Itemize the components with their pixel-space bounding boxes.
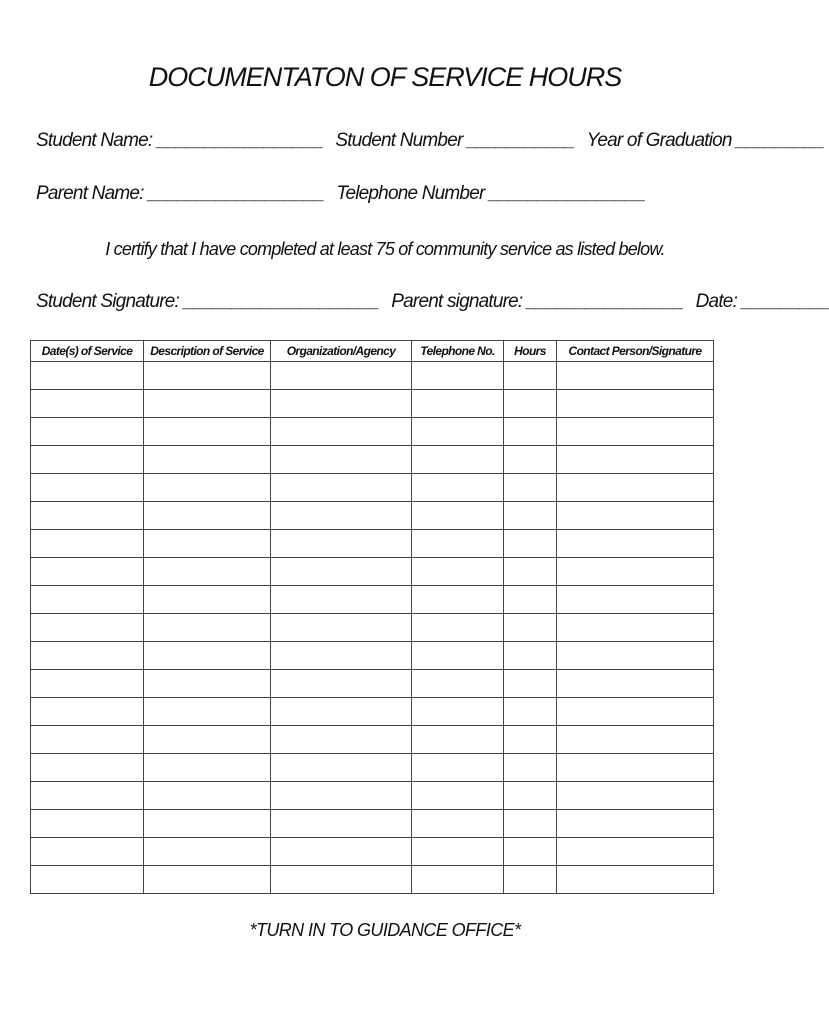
table-cell[interactable] xyxy=(412,558,504,586)
header-organization-agency: Organization/Agency xyxy=(271,341,412,362)
table-row xyxy=(31,390,714,418)
table-header-row xyxy=(31,341,714,362)
signature-line xyxy=(36,291,829,313)
table-row xyxy=(31,446,714,474)
table-cell[interactable] xyxy=(557,670,714,698)
table-cell[interactable] xyxy=(31,782,144,810)
table-cell[interactable] xyxy=(504,866,557,894)
table-cell[interactable] xyxy=(271,670,412,698)
table-cell[interactable] xyxy=(271,418,412,446)
table-cell[interactable] xyxy=(31,754,144,782)
student-name-field[interactable]: Student Name: _________________ xyxy=(36,130,323,151)
table-cell[interactable] xyxy=(557,558,714,586)
table-cell[interactable] xyxy=(557,698,714,726)
table-cell[interactable] xyxy=(144,362,271,390)
table-cell[interactable] xyxy=(144,726,271,754)
table-cell[interactable] xyxy=(412,838,504,866)
header-description-of-service: Description of Service xyxy=(144,341,271,362)
table-cell[interactable] xyxy=(412,866,504,894)
table-cell[interactable] xyxy=(271,586,412,614)
table-cell[interactable] xyxy=(557,726,714,754)
year-of-graduation-field[interactable]: Year of Graduation _________ xyxy=(586,130,825,151)
header-dates-of-service: Date(s) of Service xyxy=(31,341,144,362)
table-cell[interactable] xyxy=(271,866,412,894)
table-cell[interactable] xyxy=(557,418,714,446)
table-cell[interactable] xyxy=(412,670,504,698)
table-cell[interactable] xyxy=(31,838,144,866)
document-title: DOCUMENTATON OF SERVICE HOURS xyxy=(148,62,622,92)
service-hours-table xyxy=(30,340,714,894)
table-cell[interactable] xyxy=(504,754,557,782)
table-cell[interactable] xyxy=(412,362,504,390)
table-cell[interactable] xyxy=(412,614,504,642)
table-cell[interactable] xyxy=(144,446,271,474)
table-cell[interactable] xyxy=(144,670,271,698)
table-row xyxy=(31,782,714,810)
table-row xyxy=(31,670,714,698)
table-cell[interactable] xyxy=(271,782,412,810)
table-cell[interactable] xyxy=(144,474,271,502)
table-row xyxy=(31,866,714,894)
table-row xyxy=(31,810,714,838)
table-cell[interactable] xyxy=(412,810,504,838)
certification-statement: I certify that I have completed at least 75 of community service as listed below. xyxy=(105,239,665,259)
table-row xyxy=(31,726,714,754)
table-row xyxy=(31,754,714,782)
table-cell[interactable] xyxy=(31,698,144,726)
header-hours: Hours xyxy=(504,341,557,362)
table-cell[interactable] xyxy=(271,446,412,474)
table-cell[interactable] xyxy=(504,530,557,558)
table-cell[interactable] xyxy=(31,474,144,502)
table-cell[interactable] xyxy=(412,446,504,474)
table-cell[interactable] xyxy=(271,558,412,586)
table-cell[interactable] xyxy=(557,446,714,474)
table-cell[interactable] xyxy=(557,614,714,642)
table-cell[interactable] xyxy=(144,390,271,418)
student-signature-field[interactable]: Student Signature: ____________________ xyxy=(36,291,379,312)
table-cell[interactable] xyxy=(557,754,714,782)
table-cell[interactable] xyxy=(144,642,271,670)
table-cell[interactable] xyxy=(504,642,557,670)
table-cell[interactable] xyxy=(271,726,412,754)
table-cell[interactable] xyxy=(412,642,504,670)
table-cell[interactable] xyxy=(504,446,557,474)
table-row xyxy=(31,642,714,670)
table-cell[interactable] xyxy=(144,586,271,614)
table-cell[interactable] xyxy=(144,614,271,642)
table-cell[interactable] xyxy=(557,810,714,838)
table-row xyxy=(31,558,714,586)
table-cell[interactable] xyxy=(504,810,557,838)
table-cell[interactable] xyxy=(504,390,557,418)
table-cell[interactable] xyxy=(504,502,557,530)
header-telephone-no: Telephone No. xyxy=(412,341,504,362)
table-cell[interactable] xyxy=(31,446,144,474)
table-cell[interactable] xyxy=(504,698,557,726)
table-row xyxy=(31,418,714,446)
table-cell[interactable] xyxy=(412,502,504,530)
table-cell[interactable] xyxy=(144,754,271,782)
table-cell[interactable] xyxy=(504,418,557,446)
table-cell[interactable] xyxy=(557,474,714,502)
table-cell[interactable] xyxy=(144,502,271,530)
table-cell[interactable] xyxy=(31,390,144,418)
table-cell[interactable] xyxy=(31,558,144,586)
table-cell[interactable] xyxy=(412,530,504,558)
table-cell[interactable] xyxy=(144,810,271,838)
parent-info-line xyxy=(36,183,645,205)
table-cell[interactable] xyxy=(271,810,412,838)
table-cell[interactable] xyxy=(557,838,714,866)
table-cell[interactable] xyxy=(504,726,557,754)
table-cell[interactable] xyxy=(412,418,504,446)
footer-instruction: *TURN IN TO GUIDANCE OFFICE* xyxy=(249,920,521,940)
table-cell[interactable] xyxy=(412,390,504,418)
table-cell[interactable] xyxy=(31,418,144,446)
table-cell[interactable] xyxy=(412,782,504,810)
table-cell[interactable] xyxy=(412,754,504,782)
table-cell[interactable] xyxy=(144,418,271,446)
table-cell[interactable] xyxy=(504,558,557,586)
table-cell[interactable] xyxy=(504,838,557,866)
table-cell[interactable] xyxy=(31,670,144,698)
table-cell[interactable] xyxy=(271,474,412,502)
table-row xyxy=(31,698,714,726)
table-row xyxy=(31,474,714,502)
table-cell[interactable] xyxy=(31,642,144,670)
table-cell[interactable] xyxy=(31,614,144,642)
table-cell[interactable] xyxy=(412,474,504,502)
table-cell[interactable] xyxy=(144,838,271,866)
table-row xyxy=(31,362,714,390)
table-cell[interactable] xyxy=(271,362,412,390)
table-cell[interactable] xyxy=(144,558,271,586)
date-field[interactable]: Date: _________ xyxy=(695,291,829,312)
table-cell[interactable] xyxy=(557,782,714,810)
table-cell[interactable] xyxy=(504,362,557,390)
table-row xyxy=(31,614,714,642)
table-cell[interactable] xyxy=(504,670,557,698)
table-row xyxy=(31,586,714,614)
table-cell[interactable] xyxy=(557,642,714,670)
table-row xyxy=(31,530,714,558)
table-cell[interactable] xyxy=(504,782,557,810)
table-cell[interactable] xyxy=(557,390,714,418)
table-cell[interactable] xyxy=(557,362,714,390)
table-cell[interactable] xyxy=(557,866,714,894)
table-cell[interactable] xyxy=(271,530,412,558)
table-cell[interactable] xyxy=(31,362,144,390)
parent-signature-field[interactable]: Parent signature: ________________ xyxy=(391,291,684,312)
table-cell[interactable] xyxy=(271,390,412,418)
table-cell[interactable] xyxy=(271,642,412,670)
table-cell[interactable] xyxy=(504,474,557,502)
table-cell[interactable] xyxy=(271,502,412,530)
table-cell[interactable] xyxy=(557,530,714,558)
table-cell[interactable] xyxy=(144,530,271,558)
table-row xyxy=(31,502,714,530)
table-cell[interactable] xyxy=(31,810,144,838)
parent-name-field[interactable]: Parent Name: __________________ xyxy=(36,183,324,204)
table-cell[interactable] xyxy=(412,726,504,754)
table-cell[interactable] xyxy=(557,586,714,614)
table-cell[interactable] xyxy=(271,698,412,726)
table-body xyxy=(31,362,714,894)
table-cell[interactable] xyxy=(31,866,144,894)
table-cell[interactable] xyxy=(412,698,504,726)
table-cell[interactable] xyxy=(271,614,412,642)
table-cell[interactable] xyxy=(31,586,144,614)
table-cell[interactable] xyxy=(271,754,412,782)
student-number-field[interactable]: Student Number ___________ xyxy=(335,130,575,151)
table-cell[interactable] xyxy=(557,502,714,530)
table-cell[interactable] xyxy=(504,614,557,642)
table-cell[interactable] xyxy=(31,502,144,530)
telephone-number-field[interactable]: Telephone Number ________________ xyxy=(336,183,646,204)
table-cell[interactable] xyxy=(144,782,271,810)
header-contact-person-signature: Contact Person/Signature xyxy=(557,341,714,362)
student-info-line xyxy=(36,130,824,152)
table-row xyxy=(31,838,714,866)
table-cell[interactable] xyxy=(412,586,504,614)
table-cell[interactable] xyxy=(31,530,144,558)
table-cell[interactable] xyxy=(271,838,412,866)
table-cell[interactable] xyxy=(144,698,271,726)
table-cell[interactable] xyxy=(144,866,271,894)
table-cell[interactable] xyxy=(504,586,557,614)
table-cell[interactable] xyxy=(31,726,144,754)
